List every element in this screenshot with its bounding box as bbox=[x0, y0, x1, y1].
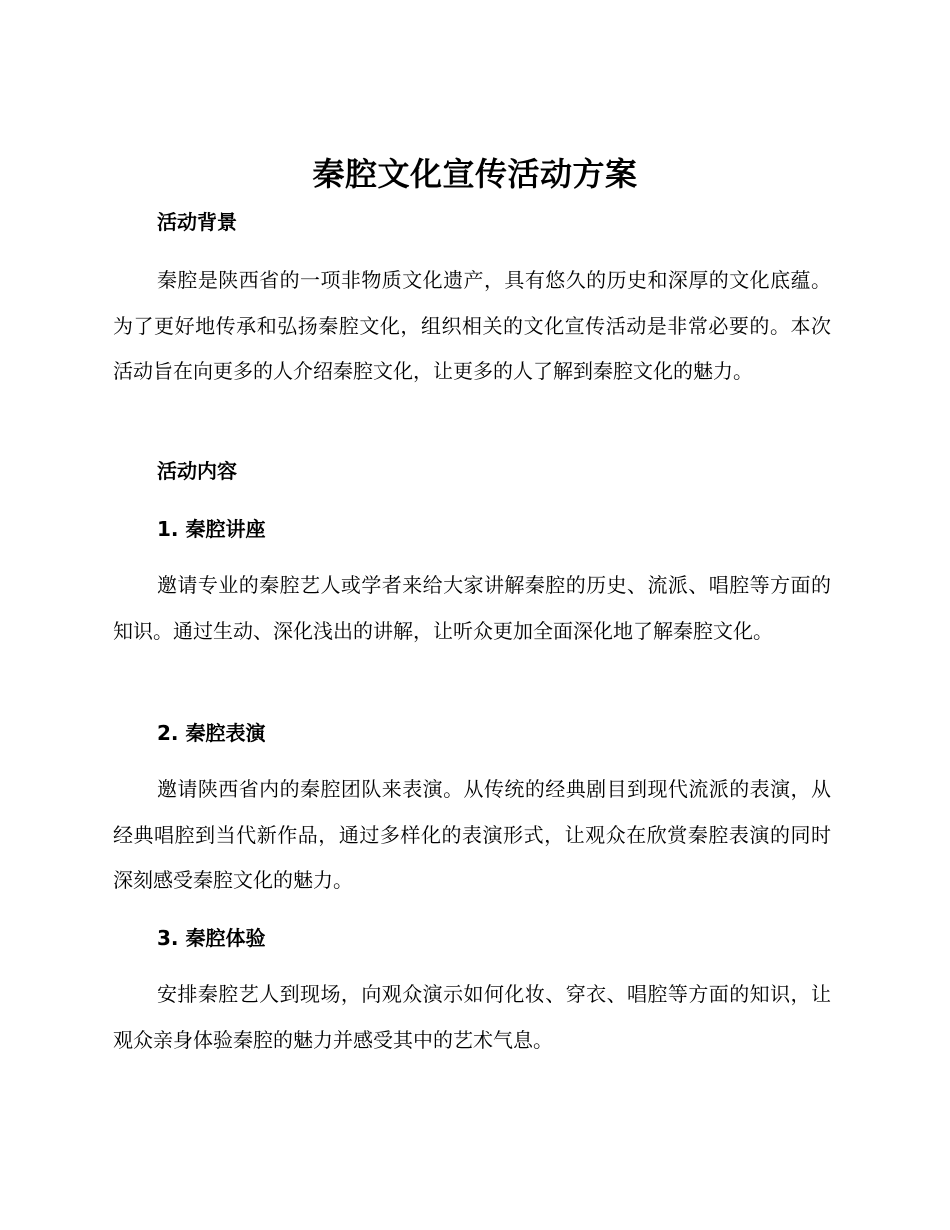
section-heading-lecture: 1. 秦腔讲座 bbox=[157, 517, 266, 541]
section-heading-background: 活动背景 bbox=[157, 210, 237, 234]
section-paragraph-background: 秦腔是陕西省的一项非物质文化遗产，具有悠久的历史和深厚的文化底蕴。为了更好地传承和弘扬秦腔文化，组织相关的文化宣传活动是非常必要的。本次活动旨在向更多的人介绍秦腔文化，让更多的人了解到秦腔文化的魅力。 bbox=[113, 268, 831, 383]
section-paragraph-experience: 安排秦腔艺人到现场，向观众演示如何化妆、穿衣、唱腔等方面的知识，让观众亲身体验秦腔的魅力并感受其中的艺术气息。 bbox=[113, 982, 831, 1052]
section-paragraph-performance: 邀请陕西省内的秦腔团队来表演。从传统的经典剧目到现代流派的表演，从经典唱腔到当代新作品，通过多样化的表演形式，让观众在欣赏秦腔表演的同时深刻感受秦腔文化的魅力。 bbox=[113, 777, 831, 892]
document-title: 秦腔文化宣传活动方案 bbox=[312, 155, 638, 193]
section-heading-performance: 2. 秦腔表演 bbox=[157, 721, 266, 745]
section-heading-content: 活动内容 bbox=[157, 459, 237, 483]
section-paragraph-lecture: 邀请专业的秦腔艺人或学者来给大家讲解秦腔的历史、流派、唱腔等方面的知识。通过生动、深化浅出的讲解，让听众更加全面深化地了解秦腔文化。 bbox=[113, 573, 831, 643]
section-heading-experience: 3. 秦腔体验 bbox=[157, 926, 266, 950]
